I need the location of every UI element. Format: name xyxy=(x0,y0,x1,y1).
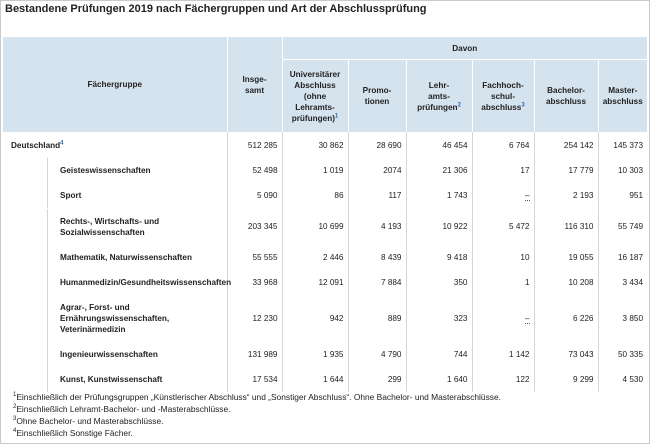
table-cell xyxy=(472,158,534,183)
row-label-text: Mathematik, Naturwissenschaften xyxy=(60,253,192,262)
table-cell xyxy=(348,295,406,342)
table-cell xyxy=(406,270,472,295)
header-insgesamt xyxy=(227,37,282,132)
table-cell xyxy=(598,367,647,392)
cell-value: 10 699 xyxy=(318,222,344,231)
cell-value: 46 454 xyxy=(442,140,468,150)
cell-value: 299 xyxy=(387,375,402,384)
table-row xyxy=(3,132,647,158)
row-label-text: Deutschland xyxy=(11,140,61,150)
footnote-number: 1 xyxy=(13,392,17,399)
header-faechergruppe: Fächergruppe xyxy=(3,37,227,132)
cell-value: 33 968 xyxy=(252,278,278,287)
table-row xyxy=(3,342,647,367)
dash-value: – xyxy=(524,314,530,323)
cell-value: 122 xyxy=(515,375,530,384)
cell-value: 2 446 xyxy=(323,253,344,262)
table-cell xyxy=(534,183,598,208)
footnote-ref[interactable]: 1 xyxy=(334,112,339,119)
header-column-label: Master- abschluss xyxy=(602,86,643,106)
table-cell xyxy=(227,342,282,367)
table-cell xyxy=(406,158,472,183)
cell-value: 10 303 xyxy=(617,166,644,175)
footnote-ref[interactable]: 4 xyxy=(60,139,64,146)
table-cell xyxy=(348,342,406,367)
cell-value: 3 434 xyxy=(622,278,644,287)
cell-value: 9 299 xyxy=(573,375,594,384)
row-label-text: Ingenieurwissenschaften xyxy=(60,350,158,359)
cell-value: 203 345 xyxy=(247,222,278,231)
table-cell xyxy=(598,183,647,208)
footnote-number: 3 xyxy=(13,416,17,423)
table-row xyxy=(3,158,647,183)
table-cell xyxy=(406,208,472,245)
table-cell xyxy=(406,342,472,367)
cell-value: 19 055 xyxy=(568,253,594,262)
cell-value: 951 xyxy=(629,191,644,200)
cell-value: 131 989 xyxy=(247,350,278,359)
table-cell xyxy=(534,132,598,158)
table-title: Bestandene Prüfungen 2019 nach Fächergruppen und Art der Abschlussprüfung xyxy=(5,3,427,15)
table-cell xyxy=(472,245,534,270)
header-column-label: Fachhoch- schul- abschluss xyxy=(481,80,524,112)
table-cell xyxy=(598,245,647,270)
header-column xyxy=(472,60,534,133)
footnote-number: 4 xyxy=(13,428,17,435)
cell-value: 350 xyxy=(453,278,468,287)
cell-value: 4 530 xyxy=(622,375,644,384)
table-cell xyxy=(472,367,534,392)
cell-value: 942 xyxy=(329,314,344,323)
row-label-text: Sport xyxy=(60,191,82,200)
footnote-text: Einschließlich der Prüfungsgruppen „Künstlerischer Abschluss“ und „Sonstiger Abschluss“. Ohne Bachelor- und Masterabschlüsse. xyxy=(16,392,501,402)
table-row xyxy=(3,208,647,245)
table-cell xyxy=(282,208,348,245)
cell-value: 145 373 xyxy=(613,140,644,150)
cell-value: 73 043 xyxy=(568,350,594,359)
cell-value: 1 640 xyxy=(447,375,468,384)
cell-value: 17 779 xyxy=(568,166,594,175)
cell-value: 2074 xyxy=(383,166,402,175)
table-cell xyxy=(534,208,598,245)
table-cell xyxy=(472,183,534,208)
table-cell xyxy=(534,245,598,270)
cell-value: 1 142 xyxy=(509,350,530,359)
row-label-text: Agrar-, Forst- und Ernährungswissenschaften, Veterinärmedizin xyxy=(60,303,170,334)
table-cell xyxy=(227,295,282,342)
header-column xyxy=(534,60,598,133)
cell-value: 30 862 xyxy=(318,140,344,150)
table-cell xyxy=(348,367,406,392)
row-label xyxy=(3,270,232,295)
table-cell xyxy=(282,245,348,270)
header-column-label: Bachelor- abschluss xyxy=(545,86,587,106)
cell-value: 1 743 xyxy=(447,191,468,200)
footnote-text: Einschließlich Sonstige Fächer. xyxy=(16,428,133,438)
cell-value: 117 xyxy=(388,191,402,200)
table-cell xyxy=(348,245,406,270)
cell-value: 28 690 xyxy=(376,140,402,150)
header-column-label: Promo- tionen xyxy=(362,86,392,106)
table-cell xyxy=(282,270,348,295)
cell-value: 1 019 xyxy=(323,166,344,175)
table-cell xyxy=(406,183,472,208)
header-column xyxy=(598,60,647,133)
cell-value: 55 749 xyxy=(617,222,644,231)
cell-value: 6 764 xyxy=(509,140,530,150)
cell-value: 86 xyxy=(334,191,344,200)
cell-value: 9 418 xyxy=(447,253,468,262)
footnotes xyxy=(13,391,501,439)
table-cell xyxy=(348,183,406,208)
table-cell xyxy=(534,295,598,342)
table-cell xyxy=(406,295,472,342)
footnote xyxy=(13,415,501,427)
row-label xyxy=(3,245,227,270)
cell-value: 10 xyxy=(520,253,530,262)
table-cell xyxy=(282,295,348,342)
table-cell xyxy=(406,367,472,392)
row-label xyxy=(3,132,227,158)
cell-value: 8 439 xyxy=(381,253,402,262)
table-cell xyxy=(227,245,282,270)
table-cell xyxy=(598,270,647,295)
table-cell xyxy=(534,367,598,392)
pruefungen-table xyxy=(3,37,647,392)
row-label xyxy=(3,208,227,245)
table-cell xyxy=(282,367,348,392)
cell-value: 50 335 xyxy=(617,350,644,359)
cell-value: 10 208 xyxy=(568,278,594,287)
table-cell xyxy=(406,245,472,270)
row-label-text: Kunst, Kunstwissenschaft xyxy=(60,375,163,384)
row-label-text: Rechts-, Wirtschafts- und Sozialwissenschaften xyxy=(60,216,160,237)
table-cell xyxy=(472,342,534,367)
cell-value: 4 790 xyxy=(381,350,402,359)
cell-value: 52 498 xyxy=(252,166,278,175)
table-cell xyxy=(348,158,406,183)
row-label xyxy=(3,295,227,342)
header-insgesamt-text: Insge- samt xyxy=(242,74,267,95)
cell-value: 512 285 xyxy=(247,140,278,150)
table-cell xyxy=(282,158,348,183)
header-davon: Davon xyxy=(282,37,647,60)
row-label xyxy=(3,183,227,208)
table-cell xyxy=(598,295,647,342)
table-cell xyxy=(227,367,282,392)
table-cell xyxy=(227,183,282,208)
cell-value: 5 472 xyxy=(509,222,530,231)
row-label xyxy=(3,367,227,392)
table-cell xyxy=(598,158,647,183)
table-cell xyxy=(348,132,406,158)
cell-value: 12 091 xyxy=(318,278,344,287)
header-column-label: Lehr- amts- prüfungen xyxy=(417,80,458,112)
cell-value: 116 310 xyxy=(564,222,594,231)
footnote-text: Einschließlich Lehramt-Bachelor- und -Masterabschlüsse. xyxy=(16,404,231,414)
table-row xyxy=(3,245,647,270)
dash-value: – xyxy=(524,191,530,200)
header-column xyxy=(282,60,348,133)
cell-value: 323 xyxy=(453,314,468,323)
table-cell xyxy=(282,132,348,158)
table-cell xyxy=(282,183,348,208)
table-cell xyxy=(598,132,647,158)
table-cell xyxy=(227,158,282,183)
table-cell xyxy=(472,295,534,342)
cell-value: 5 090 xyxy=(257,191,278,200)
cell-value: 4 193 xyxy=(381,222,402,231)
table-cell xyxy=(472,132,534,158)
table-cell xyxy=(472,208,534,245)
table-cell xyxy=(348,270,406,295)
header-column-label: Universitärer Abschluss (ohne Lehramts-prüfungen) xyxy=(289,69,341,123)
row-label xyxy=(3,158,227,183)
cell-value: 16 187 xyxy=(617,253,644,262)
footnote-number: 2 xyxy=(13,404,17,411)
cell-value: 6 226 xyxy=(573,314,594,323)
table-cell xyxy=(227,132,282,158)
table-cell xyxy=(472,270,534,295)
row-label-text: Geisteswissenschaften xyxy=(60,166,151,175)
table-row xyxy=(3,295,647,342)
header-column xyxy=(406,60,472,133)
cell-value: 1 644 xyxy=(323,375,344,384)
footnote-text: Ohne Bachelor- und Masterabschlüsse. xyxy=(16,416,164,426)
cell-value: 889 xyxy=(387,314,402,323)
table-row xyxy=(3,183,647,208)
footnote xyxy=(13,391,501,403)
table-row xyxy=(3,367,647,392)
header-column xyxy=(348,60,406,133)
table-cell xyxy=(282,342,348,367)
cell-value: 17 534 xyxy=(252,375,278,384)
cell-value: 3 850 xyxy=(622,314,644,323)
cell-value: 7 884 xyxy=(381,278,402,287)
table-cell xyxy=(348,208,406,245)
cell-value: 2 193 xyxy=(573,191,594,200)
footnote-ref[interactable]: 2 xyxy=(457,101,461,108)
cell-value: 21 306 xyxy=(442,166,468,175)
table-cell xyxy=(227,270,282,295)
footnote xyxy=(13,403,501,415)
cell-value: 17 xyxy=(520,166,530,175)
footnote xyxy=(13,427,501,439)
footnote-ref[interactable]: 3 xyxy=(521,101,525,108)
cell-value: 10 922 xyxy=(442,222,468,231)
cell-value: 1 xyxy=(524,278,530,287)
cell-value: 12 230 xyxy=(252,314,278,323)
table-cell xyxy=(534,342,598,367)
row-label xyxy=(3,342,227,367)
table-cell xyxy=(227,208,282,245)
cell-value: 55 555 xyxy=(252,253,278,262)
cell-value: 744 xyxy=(453,350,468,359)
table-cell xyxy=(534,270,598,295)
table-cell xyxy=(598,208,647,245)
table-cell xyxy=(598,342,647,367)
cell-value: 254 142 xyxy=(563,140,594,150)
table-cell xyxy=(534,158,598,183)
row-label-text: Humanmedizin/Gesundheitswissenschaften xyxy=(60,278,232,287)
table-cell xyxy=(406,132,472,158)
table-row xyxy=(3,270,647,295)
cell-value: 1 935 xyxy=(323,350,344,359)
